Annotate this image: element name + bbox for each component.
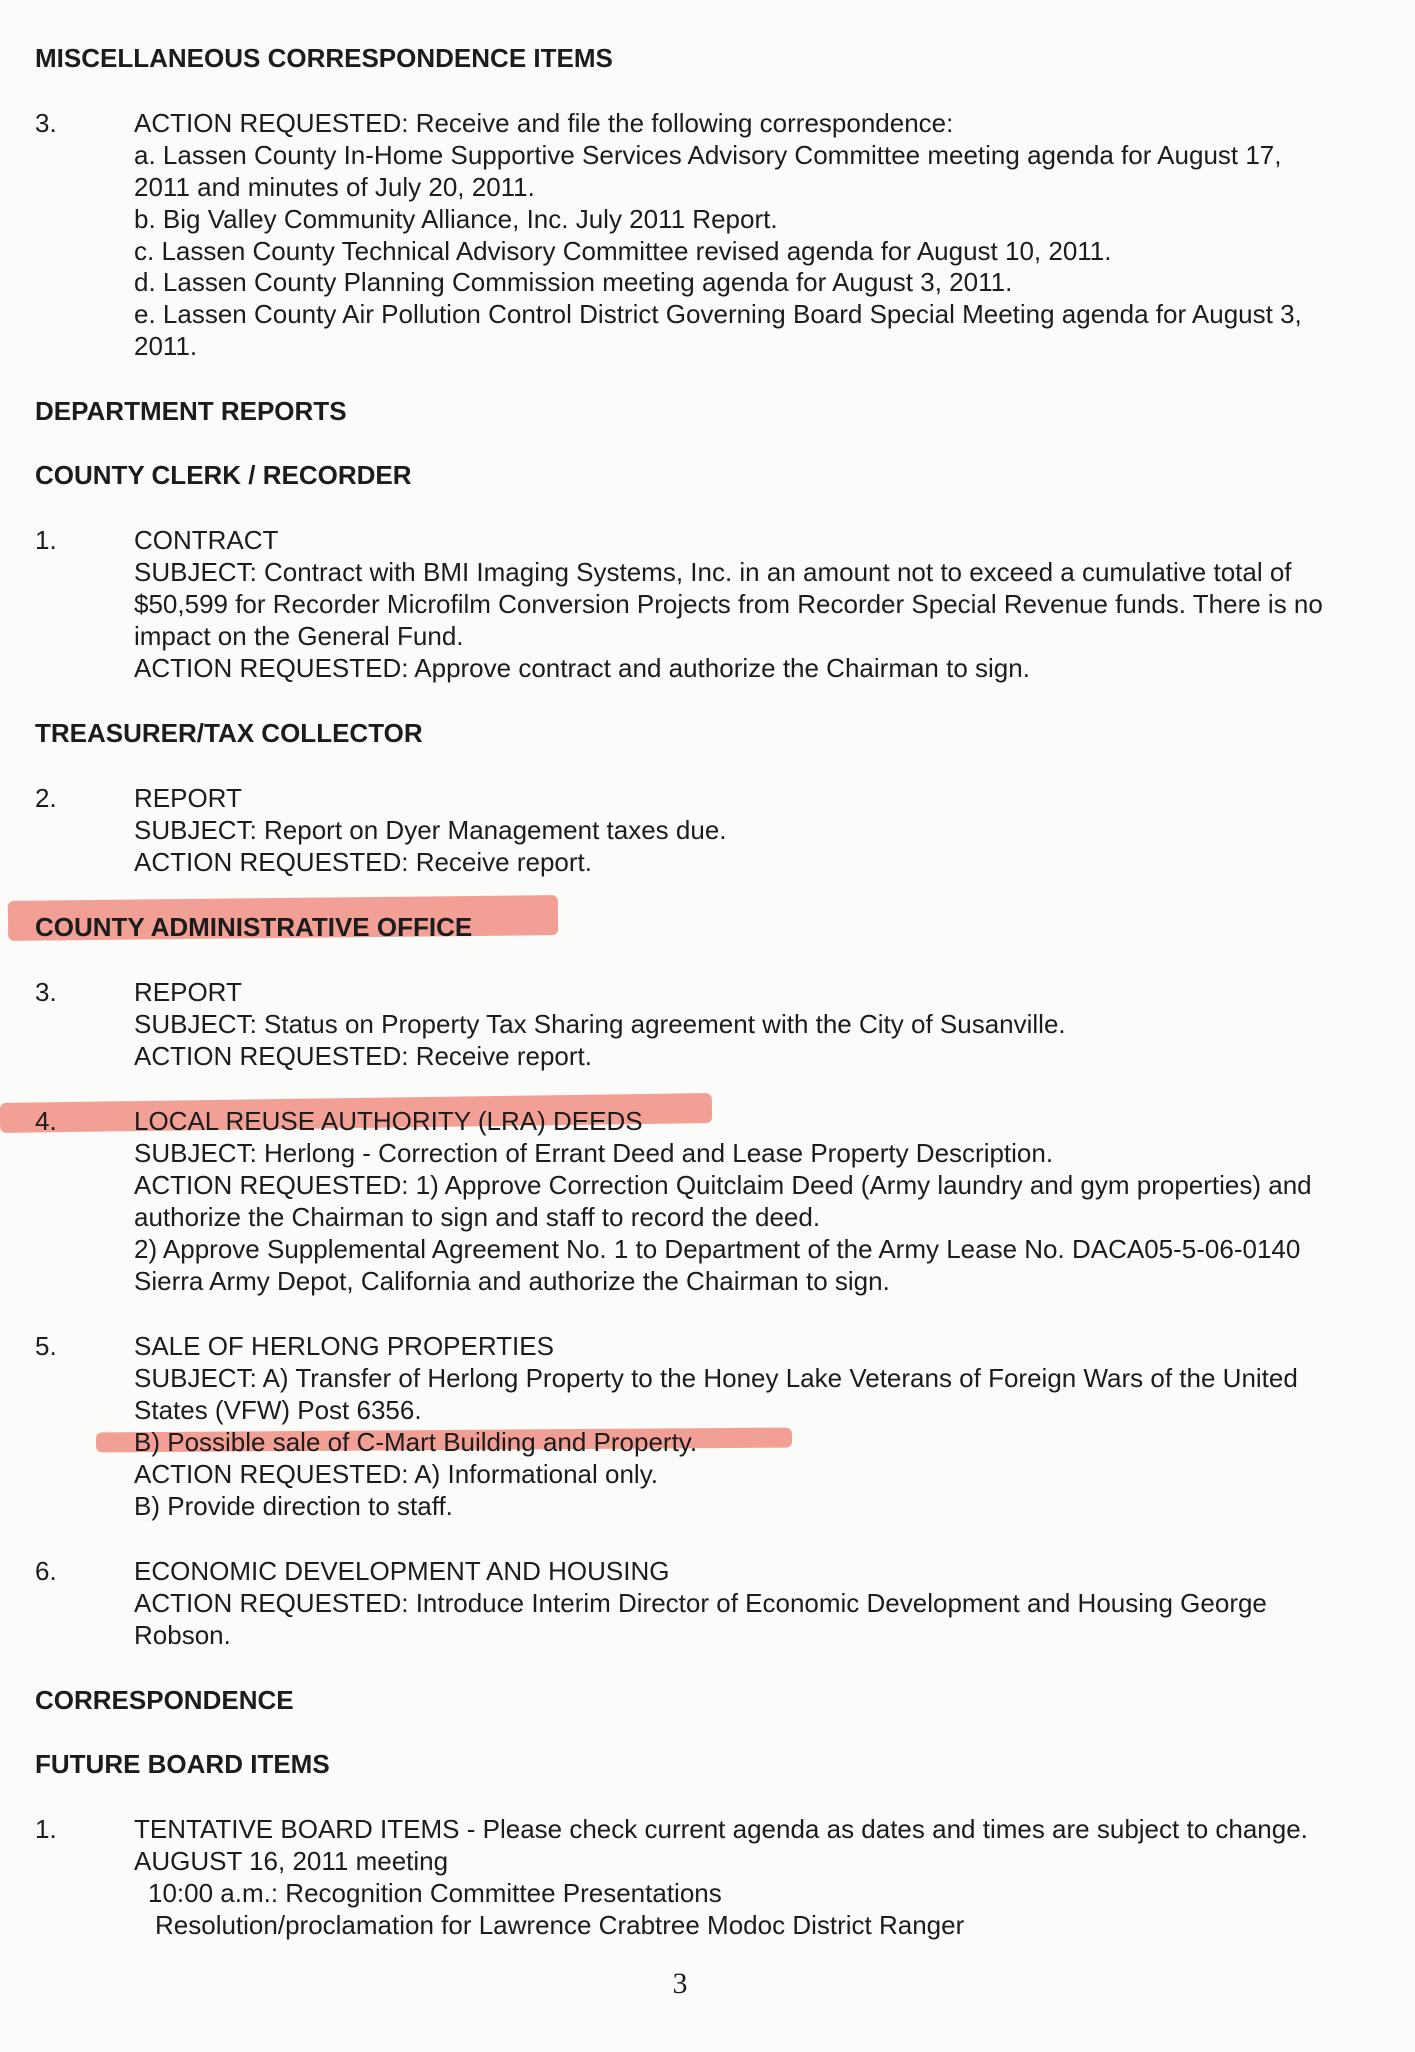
item-number: 1. [35, 1814, 57, 1844]
item-line: ACTION REQUESTED: Introduce Interim Director of Economic Development and Housing George [134, 1588, 1267, 1618]
item-line: Sierra Army Depot, California and authorize the Chairman to sign. [134, 1266, 890, 1296]
item-line: Resolution/proclamation for Lawrence Crabtree Modoc District Ranger [155, 1910, 965, 1940]
item-line: ECONOMIC DEVELOPMENT AND HOUSING [134, 1556, 670, 1586]
item-line: SALE OF HERLONG PROPERTIES [134, 1331, 554, 1361]
item-line: REPORT [134, 783, 242, 813]
item-line: TENTATIVE BOARD ITEMS - Please check current agenda as dates and times are subject to change. [134, 1814, 1308, 1844]
item-line: REPORT [134, 977, 242, 1007]
item-line: B) Possible sale of C-Mart Building and Property. [134, 1427, 698, 1457]
item-line: 2) Approve Supplemental Agreement No. 1 to Department of the Army Lease No. DACA05-5-06-0140 [134, 1234, 1301, 1264]
item-line: ACTION REQUESTED: Receive report. [134, 1041, 592, 1071]
section-heading-correspondence: CORRESPONDENCE [35, 1685, 294, 1715]
item-line: a. Lassen County In-Home Supportive Services Advisory Committee meeting agenda for August 17, [134, 140, 1282, 170]
page-number: 3 [672, 1967, 688, 2000]
item-line: Robson. [134, 1620, 231, 1650]
item-line: ACTION REQUESTED: A) Informational only. [134, 1459, 658, 1489]
item-line: AUGUST 16, 2011 meeting [134, 1846, 449, 1876]
item-line: impact on the General Fund. [134, 621, 464, 651]
item-line: ACTION REQUESTED: 1) Approve Correction Quitclaim Deed (Army laundry and gym properties) and [134, 1170, 1312, 1200]
section-heading-treasurer: TREASURER/TAX COLLECTOR [35, 718, 423, 748]
item-line: SUBJECT: Herlong - Correction of Errant Deed and Lease Property Description. [134, 1138, 1054, 1168]
item-number: 2. [35, 783, 57, 813]
item-number: 1. [35, 525, 57, 555]
item-line: LOCAL REUSE AUTHORITY (LRA) DEEDS [134, 1106, 643, 1136]
item-line: $50,599 for Recorder Microfilm Conversion Projects from Recorder Special Revenue funds. There is no [134, 589, 1323, 619]
item-line: SUBJECT: A) Transfer of Herlong Property to the Honey Lake Veterans of Foreign Wars of the United [134, 1363, 1298, 1393]
item-line: 2011 and minutes of July 20, 2011. [134, 172, 535, 202]
item-line: b. Big Valley Community Alliance, Inc. July 2011 Report. [134, 204, 778, 234]
item-line: 10:00 a.m.: Recognition Committee Presentations [148, 1878, 722, 1908]
section-heading-future-board-items: FUTURE BOARD ITEMS [35, 1749, 330, 1779]
item-line: SUBJECT: Contract with BMI Imaging Systems, Inc. in an amount not to exceed a cumulative total of [134, 557, 1292, 587]
item-line: SUBJECT: Report on Dyer Management taxes due. [134, 815, 727, 845]
item-line: 2011. [134, 331, 198, 361]
section-heading-county-clerk: COUNTY CLERK / RECORDER [35, 460, 412, 490]
section-heading-department-reports: DEPARTMENT REPORTS [35, 396, 347, 426]
item-number: 3. [35, 977, 57, 1007]
item-number: 3. [35, 108, 57, 138]
item-line: ACTION REQUESTED: Receive and file the following correspondence: [134, 108, 954, 138]
item-number: 6. [35, 1556, 57, 1586]
item-number: 5. [35, 1331, 57, 1361]
section-heading-county-admin-office: COUNTY ADMINISTRATIVE OFFICE [35, 912, 473, 942]
item-number: 4. [35, 1106, 57, 1136]
item-line: CONTRACT [134, 525, 279, 555]
item-line: authorize the Chairman to sign and staff to record the deed. [134, 1202, 821, 1232]
item-line: ACTION REQUESTED: Approve contract and authorize the Chairman to sign. [134, 653, 1030, 683]
item-line: SUBJECT: Status on Property Tax Sharing agreement with the City of Susanville. [134, 1009, 1066, 1039]
section-heading-misc: MISCELLANEOUS CORRESPONDENCE ITEMS [35, 43, 613, 73]
item-line: States (VFW) Post 6356. [134, 1395, 422, 1425]
item-line: B) Provide direction to staff. [134, 1491, 453, 1521]
item-line: c. Lassen County Technical Advisory Committee revised agenda for August 10, 2011. [134, 236, 1112, 266]
item-line: e. Lassen County Air Pollution Control District Governing Board Special Meeting agenda for August 3, [134, 299, 1302, 329]
item-line: ACTION REQUESTED: Receive report. [134, 847, 592, 877]
item-line: d. Lassen County Planning Commission meeting agenda for August 3, 2011. [134, 267, 1013, 297]
